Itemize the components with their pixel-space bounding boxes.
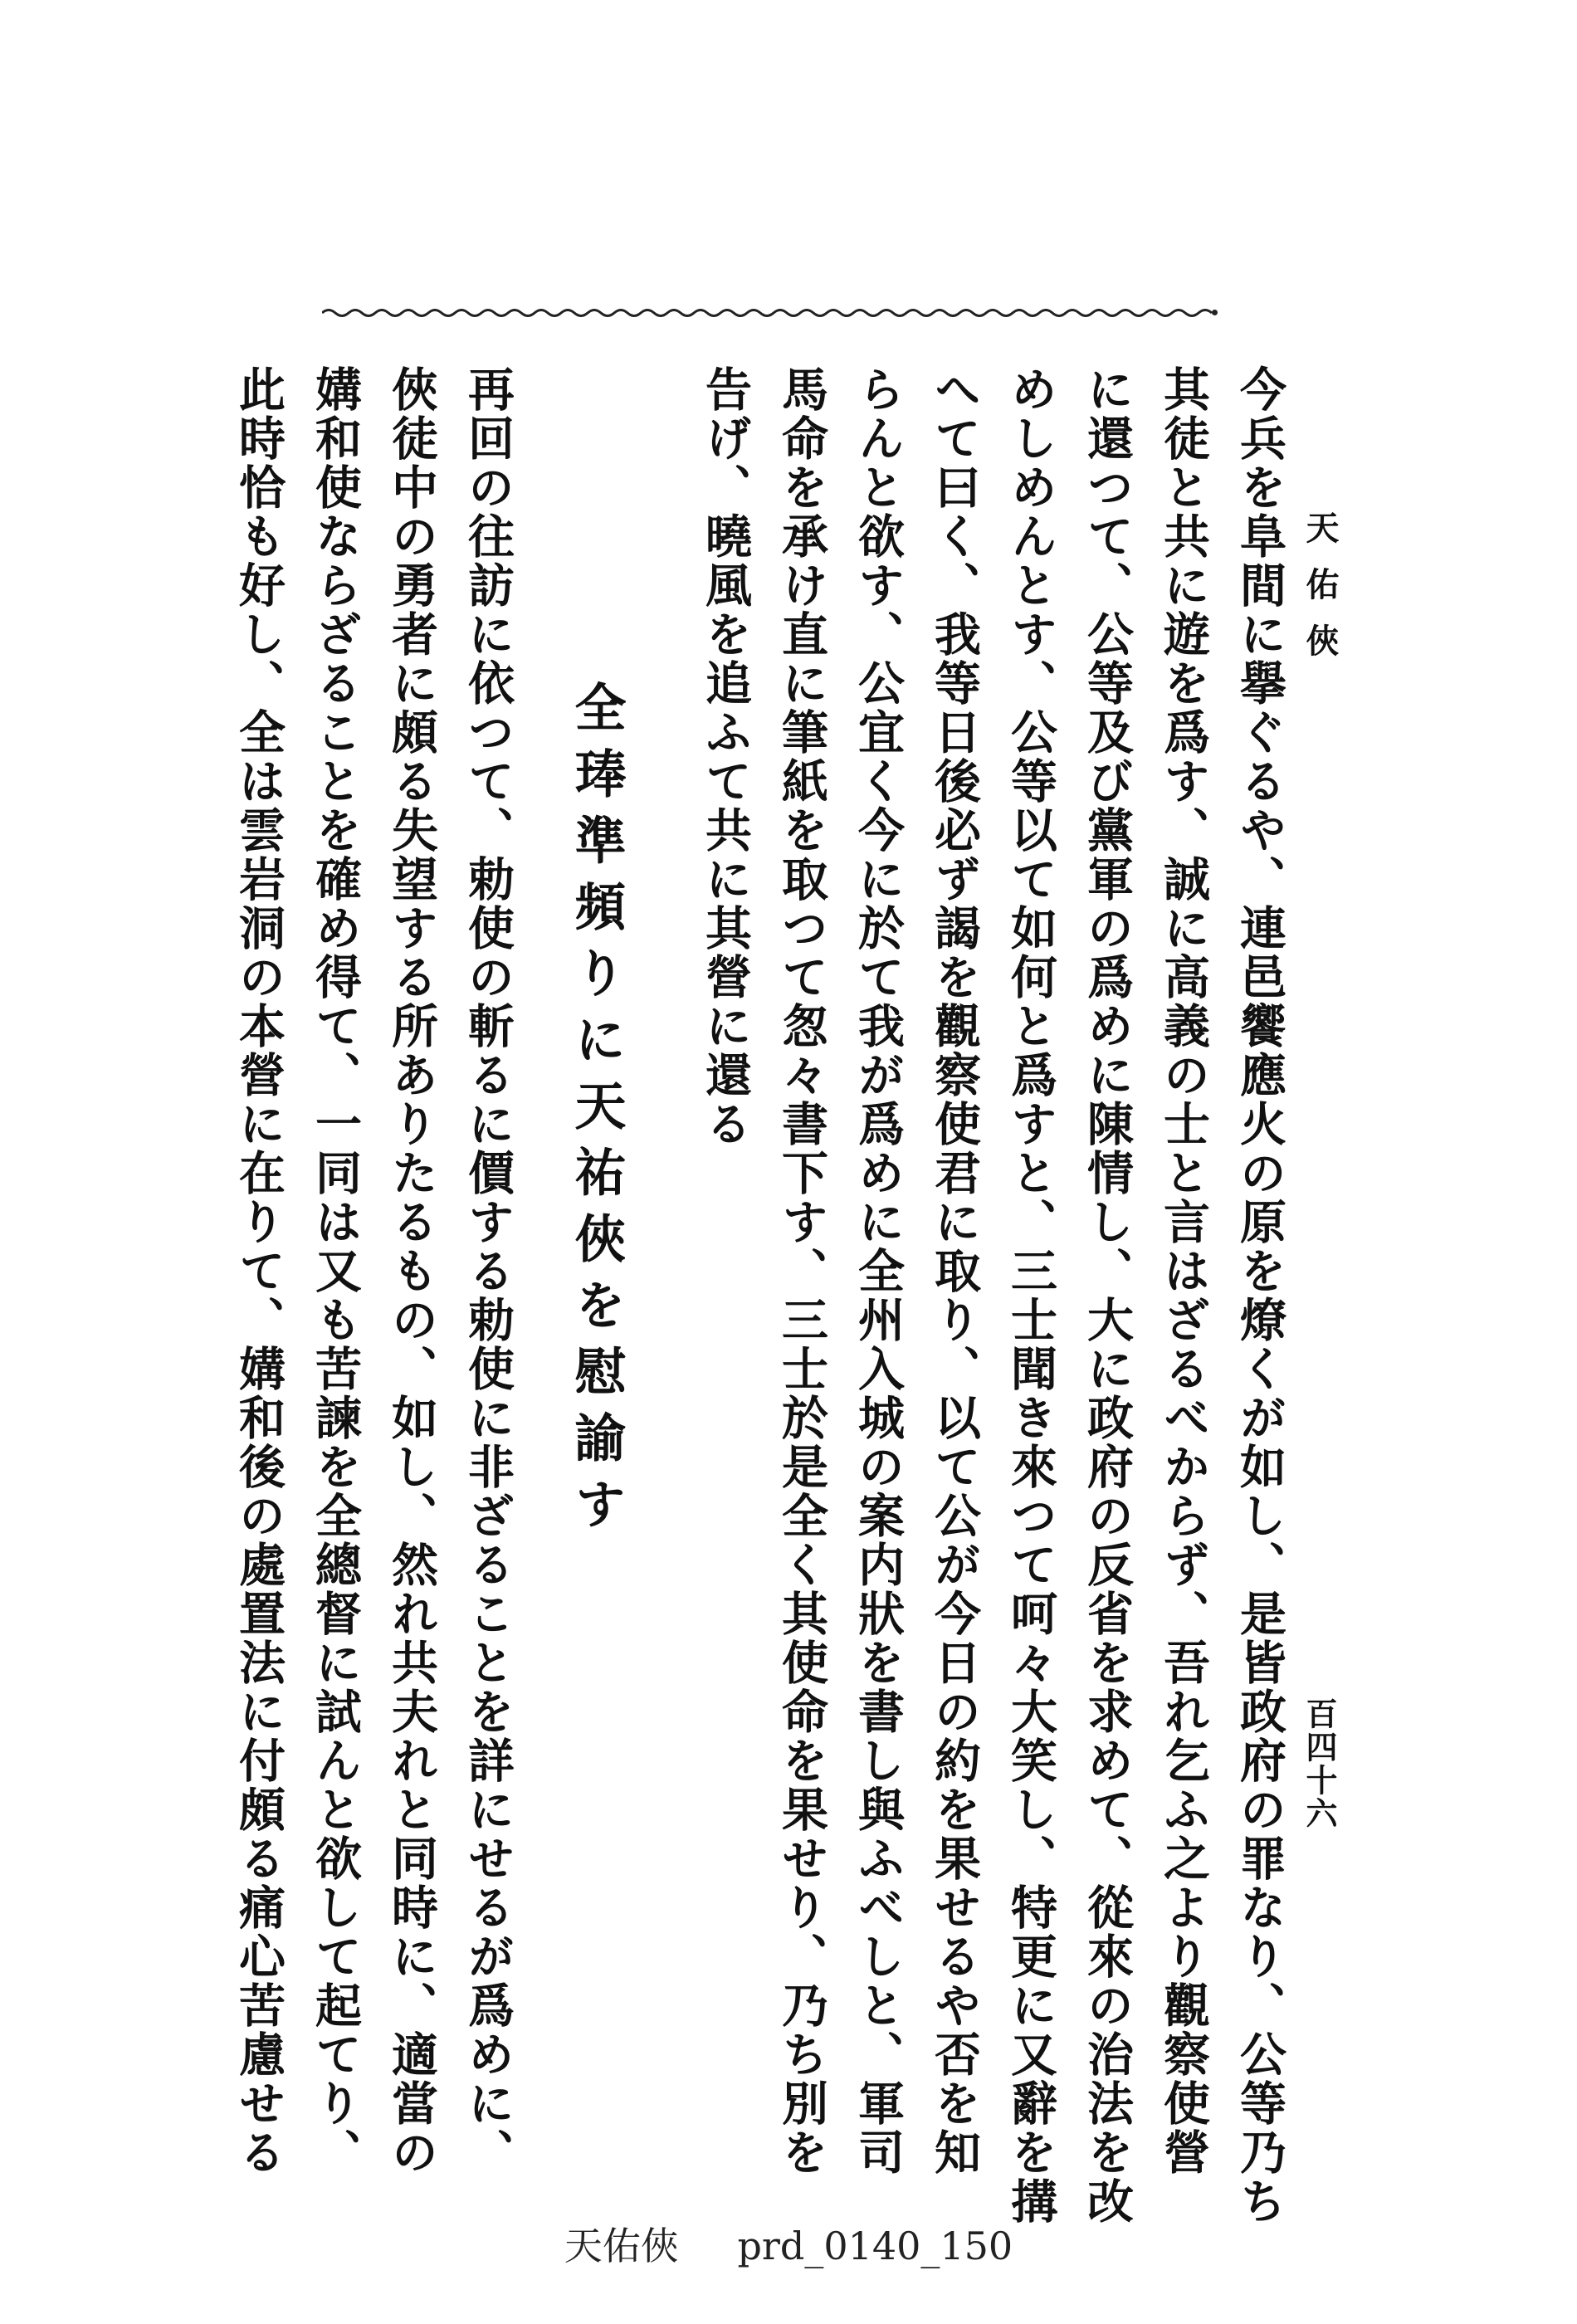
footer-caption <box>0 2216 1577 2271</box>
wavy-header-rule <box>322 305 1214 320</box>
text-column-1: 今兵を阜間に擧ぐるや、連邑饗應火の原を燎くが如し、是皆政府の罪なり、公等乃ち <box>1233 365 1287 2226</box>
footer-book-title: 天佑俠 <box>564 2224 679 2268</box>
running-title: 天佑俠 <box>1301 510 1340 680</box>
page-number: 百四十六 <box>1301 1697 1338 1830</box>
text-column-4: めしめんとす、公等以て如何と爲すと、三士聞き來つて呵々大笑し、特更に又辭を搆 <box>1003 365 1058 2226</box>
text-column-13: 此時恰も好し、全は雲岩洞の本營に在りて、媾和後の處置法に付頗る痛心苦慮せる <box>232 365 286 2177</box>
text-column-11: 俠徒中の勇者に頗る失望する所ありたるもの、如し、然れ共夫れと同時に、適當の <box>384 365 439 2177</box>
text-column-2: 其徒と共に遊を爲す、誠に高義の士と言はざるべからず、吾れ乞ふ之より觀察使營 <box>1156 365 1211 2177</box>
rule-end-dot <box>1212 310 1218 315</box>
text-column-8: 告げ、曉風を追ふて共に其營に還る <box>698 365 753 1149</box>
text-column-10: 再回の往訪に依つて、勅使の斬るに價する勅使に非ざることを詳にせるが爲めに、 <box>461 365 515 2177</box>
section-heading: 全琫準頻りに天祐俠を慰諭す <box>566 681 627 1544</box>
text-column-5: へて曰く、我等日後必ず謁を觀察使君に取り、以て公が今日の約を果せるや否を知 <box>927 365 982 2177</box>
text-column-7: 馬命を承け直に筆紙を取つて怱々書下す、三士於是全く其使命を果せり、乃ち別を <box>774 365 829 2177</box>
text-column-6: らんと欲す、公宜く今に於て我が爲めに全州入城の案内狀を書し與ふべしと、軍司 <box>851 365 906 2177</box>
text-column-12: 媾和使ならざることを確め得て、一同は又も苦諫を全總督に試んと欲して起てり、 <box>308 365 363 2177</box>
text-column-3: に還つて、公等及び黨軍の爲めに陳情し、大に政府の反省を求めて、從來の治法を改 <box>1080 365 1135 2226</box>
footer-image-code: prd_0140_150 <box>737 2224 1013 2268</box>
